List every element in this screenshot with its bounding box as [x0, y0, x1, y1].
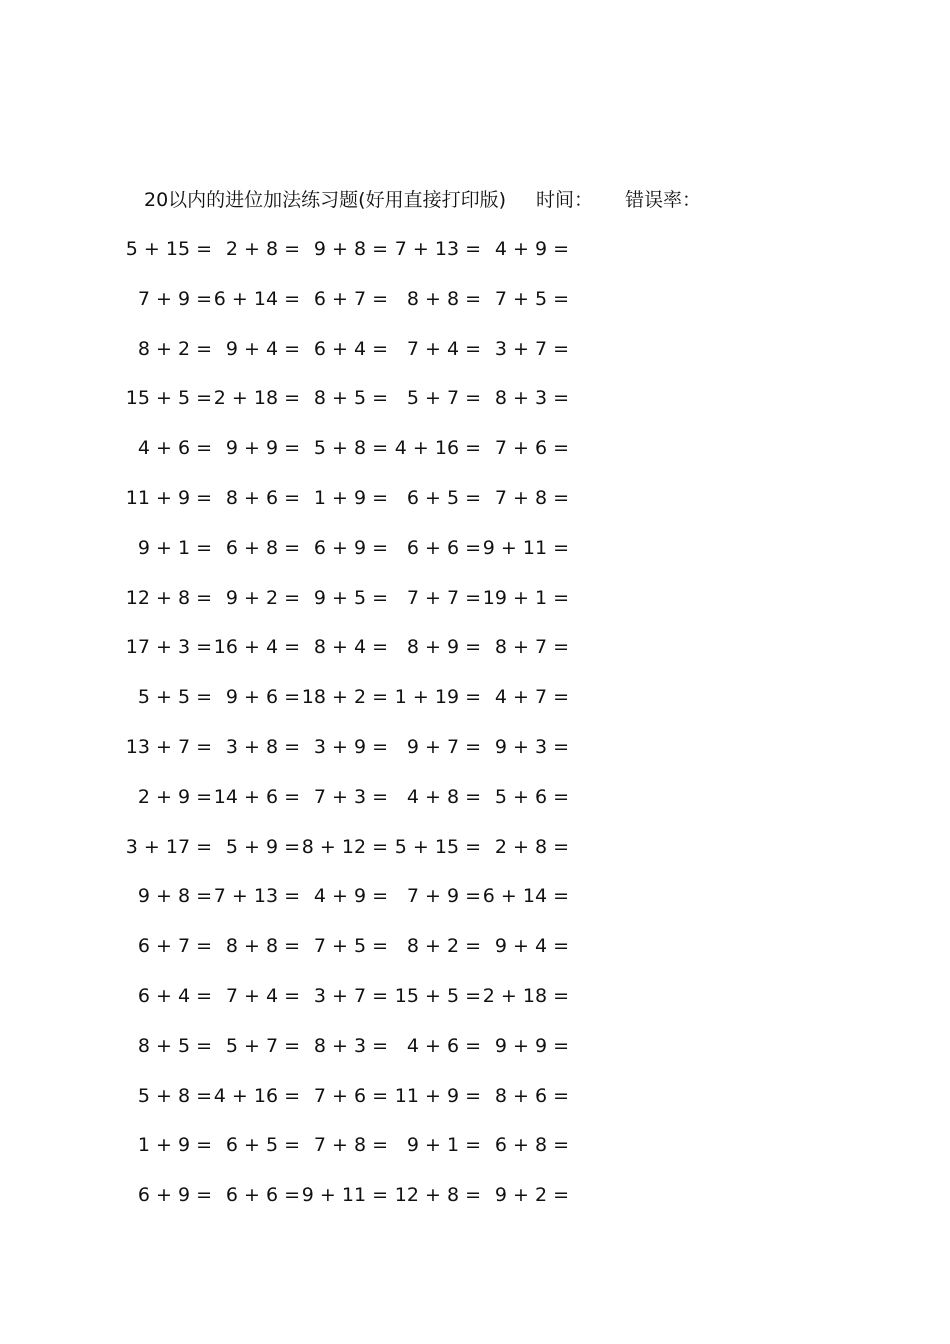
problem-r13-c5: 2 + 8 =	[494, 835, 569, 858]
problem-r10-c5: 4 + 7 =	[494, 686, 569, 709]
problem-r7-c1: 9 + 1 =	[137, 536, 212, 559]
problem-r9-c1: 17 + 3 =	[125, 636, 212, 659]
problem-r4-c5: 8 + 3 =	[494, 387, 569, 410]
problem-r12-c2: 14 + 6 =	[213, 785, 300, 808]
problem-r3-c2: 9 + 4 =	[225, 337, 300, 360]
problem-r18-c1: 5 + 8 =	[137, 1084, 212, 1107]
problem-r15-c4: 8 + 2 =	[406, 935, 481, 958]
problem-r7-c2: 6 + 8 =	[225, 536, 300, 559]
problem-r16-c1: 6 + 4 =	[137, 985, 212, 1007]
time-label: 时间：	[536, 189, 594, 211]
problem-r2-c5: 7 + 5 =	[494, 287, 569, 310]
problem-r11-c5: 9 + 3 =	[494, 736, 569, 758]
problem-r8-c3: 9 + 5 =	[313, 586, 388, 609]
problem-r15-c1: 6 + 7 =	[137, 935, 212, 958]
problem-r12-c3: 7 + 3 =	[313, 785, 388, 808]
problem-r13-c3: 8 + 12 =	[301, 835, 388, 858]
worksheet-title: 20以内的进位加法练习题(好用直接打印版)	[144, 189, 507, 211]
problem-r19-c1: 1 + 9 =	[137, 1134, 212, 1157]
problem-r4-c1: 15 + 5 =	[125, 387, 212, 410]
problem-r10-c3: 18 + 2 =	[301, 686, 388, 709]
problem-r19-c3: 7 + 8 =	[313, 1134, 388, 1157]
problem-r20-c5: 9 + 2 =	[494, 1184, 569, 1207]
problem-r18-c4: 11 + 9 =	[394, 1084, 481, 1107]
problem-r17-c4: 4 + 6 =	[406, 1034, 481, 1057]
problem-r5-c4: 4 + 16 =	[394, 437, 481, 460]
problem-r16-c4: 15 + 5 =	[394, 985, 481, 1007]
problem-r11-c4: 9 + 7 =	[406, 736, 481, 758]
problem-r14-c2: 7 + 13 =	[213, 885, 300, 908]
problem-r4-c4: 5 + 7 =	[406, 387, 481, 410]
problem-r2-c3: 6 + 7 =	[313, 287, 388, 310]
problem-r17-c1: 8 + 5 =	[137, 1034, 212, 1057]
problem-r3-c5: 3 + 7 =	[494, 337, 569, 360]
problem-r18-c3: 7 + 6 =	[313, 1084, 388, 1107]
problem-r17-c3: 8 + 3 =	[313, 1034, 388, 1057]
problem-r10-c2: 9 + 6 =	[225, 686, 300, 709]
problem-r17-c2: 5 + 7 =	[225, 1034, 300, 1057]
problem-r4-c3: 8 + 5 =	[313, 387, 388, 410]
problem-r3-c4: 7 + 4 =	[406, 337, 481, 360]
problem-r11-c1: 13 + 7 =	[125, 736, 212, 758]
problem-r11-c3: 3 + 9 =	[313, 736, 388, 758]
problem-r15-c5: 9 + 4 =	[494, 935, 569, 958]
problem-r6-c3: 1 + 9 =	[313, 487, 388, 509]
problem-r1-c5: 4 + 9 =	[494, 238, 569, 260]
problem-r8-c2: 9 + 2 =	[225, 586, 300, 609]
problem-r13-c4: 5 + 15 =	[394, 835, 481, 858]
problem-r9-c2: 16 + 4 =	[213, 636, 300, 659]
problem-r5-c1: 4 + 6 =	[137, 437, 212, 460]
problem-r16-c2: 7 + 4 =	[225, 985, 300, 1007]
problem-r19-c4: 9 + 1 =	[406, 1134, 481, 1157]
problem-r10-c4: 1 + 19 =	[394, 686, 481, 709]
problem-r2-c2: 6 + 14 =	[213, 287, 300, 310]
problem-r3-c3: 6 + 4 =	[313, 337, 388, 360]
problem-r19-c2: 6 + 5 =	[225, 1134, 300, 1157]
problem-r7-c5: 9 + 11 =	[482, 536, 569, 559]
problem-r6-c1: 11 + 9 =	[125, 487, 212, 509]
problem-r5-c2: 9 + 9 =	[225, 437, 300, 460]
problem-r12-c1: 2 + 9 =	[137, 785, 212, 808]
problem-r8-c1: 12 + 8 =	[125, 586, 212, 609]
problem-r4-c2: 2 + 18 =	[213, 387, 300, 410]
problem-r6-c4: 6 + 5 =	[406, 487, 481, 509]
problem-r18-c5: 8 + 6 =	[494, 1084, 569, 1107]
problem-r12-c4: 4 + 8 =	[406, 785, 481, 808]
problem-r19-c5: 6 + 8 =	[494, 1134, 569, 1157]
error-rate-label: 错误率：	[625, 189, 702, 211]
problem-r6-c5: 7 + 8 =	[494, 487, 569, 509]
problem-r12-c5: 5 + 6 =	[494, 785, 569, 808]
problem-r9-c3: 8 + 4 =	[313, 636, 388, 659]
problem-r14-c1: 9 + 8 =	[137, 885, 212, 908]
problem-r7-c3: 6 + 9 =	[313, 536, 388, 559]
problem-r16-c5: 2 + 18 =	[482, 985, 569, 1007]
problem-r13-c1: 3 + 17 =	[125, 835, 212, 858]
problem-r3-c1: 8 + 2 =	[137, 337, 212, 360]
problem-r14-c5: 6 + 14 =	[482, 885, 569, 908]
problem-r8-c5: 19 + 1 =	[482, 586, 569, 609]
problem-r2-c1: 7 + 9 =	[137, 287, 212, 310]
problem-r9-c4: 8 + 9 =	[406, 636, 481, 659]
problem-r1-c2: 2 + 8 =	[225, 238, 300, 260]
problem-r17-c5: 9 + 9 =	[494, 1034, 569, 1057]
problem-r9-c5: 8 + 7 =	[494, 636, 569, 659]
problem-r14-c4: 7 + 9 =	[406, 885, 481, 908]
problem-r15-c2: 8 + 8 =	[225, 935, 300, 958]
problem-r20-c2: 6 + 6 =	[225, 1184, 300, 1207]
problem-r20-c1: 6 + 9 =	[137, 1184, 212, 1207]
problem-r20-c4: 12 + 8 =	[394, 1184, 481, 1207]
problem-r7-c4: 6 + 6 =	[406, 536, 481, 559]
problem-r11-c2: 3 + 8 =	[225, 736, 300, 758]
problem-r10-c1: 5 + 5 =	[137, 686, 212, 709]
problem-r20-c3: 9 + 11 =	[301, 1184, 388, 1207]
problem-r5-c5: 7 + 6 =	[494, 437, 569, 460]
problem-r18-c2: 4 + 16 =	[213, 1084, 300, 1107]
problem-r8-c4: 7 + 7 =	[406, 586, 481, 609]
problem-r15-c3: 7 + 5 =	[313, 935, 388, 958]
problem-r14-c3: 4 + 9 =	[313, 885, 388, 908]
problem-r5-c3: 5 + 8 =	[313, 437, 388, 460]
problem-r6-c2: 8 + 6 =	[225, 487, 300, 509]
problem-r1-c4: 7 + 13 =	[394, 238, 481, 260]
problem-r2-c4: 8 + 8 =	[406, 287, 481, 310]
problem-r13-c2: 5 + 9 =	[225, 835, 300, 858]
problem-r16-c3: 3 + 7 =	[313, 985, 388, 1007]
problem-r1-c3: 9 + 8 =	[313, 238, 388, 260]
problem-r1-c1: 5 + 15 =	[125, 238, 212, 260]
